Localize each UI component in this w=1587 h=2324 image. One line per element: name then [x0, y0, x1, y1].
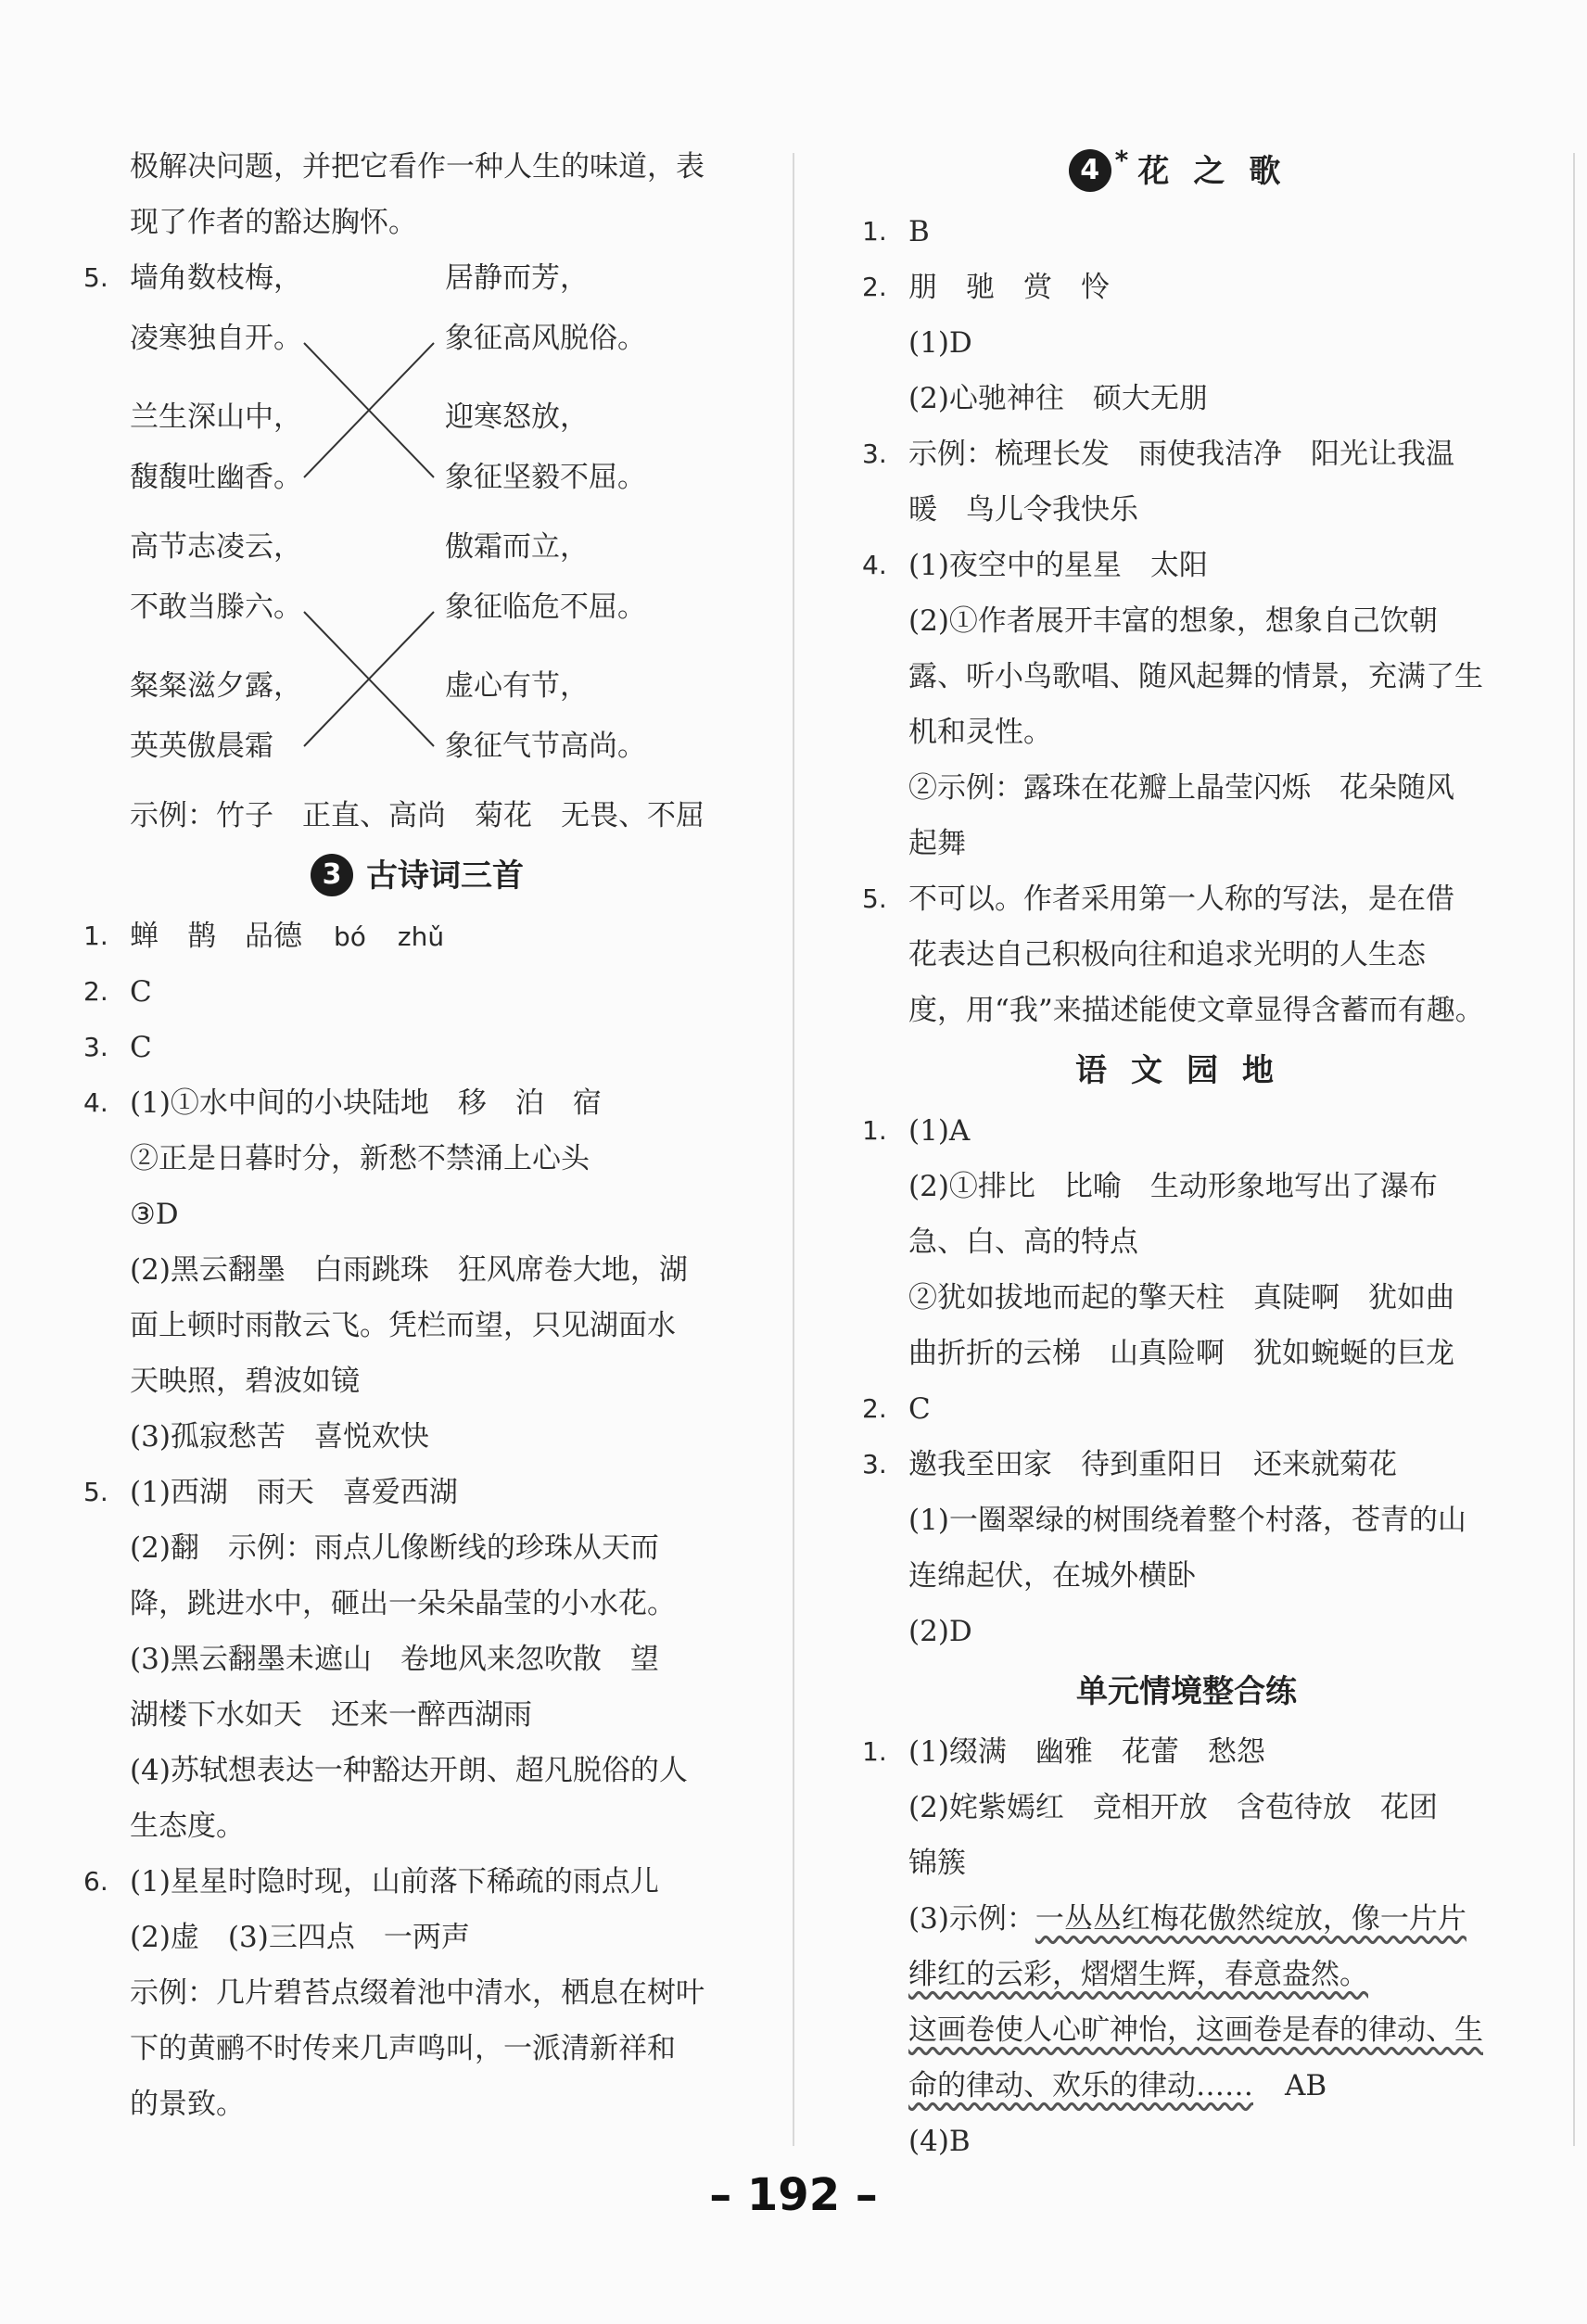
text-line: 示例：几片碧苔点缀着池中清水，栖息在树叶	[130, 1976, 705, 2010]
text-line: 曲折折的云梯 山真险啊 犹如蜿蜒的巨龙	[908, 1337, 1454, 1370]
answer-text: (1)①水中间的小块陆地 移 泊 宿	[130, 1086, 602, 1120]
answer-line	[862, 426, 1511, 482]
answer-line	[862, 1103, 1511, 1159]
question-number: 6.	[83, 1866, 108, 1897]
meaning-line: 象征气节高尚。	[445, 730, 646, 763]
answer-text: C	[130, 975, 152, 1009]
section-title: 语文园地	[1075, 1052, 1298, 1089]
meaning-line: 象征高风脱俗。	[445, 322, 646, 355]
answer-text: 不可以。作者采用第一人称的写法，是在借	[908, 883, 1454, 916]
question-number: 5.	[83, 262, 108, 293]
section-number-badge: 3	[311, 854, 353, 896]
matching-exercise-2	[83, 519, 751, 788]
question-number: 1.	[862, 216, 887, 247]
answer-line	[862, 204, 1511, 260]
question-number: 3.	[862, 438, 887, 469]
section-title: 古诗词三首	[366, 857, 524, 895]
question-number: 1.	[862, 1115, 887, 1146]
text-fragment: AB	[1285, 2069, 1327, 2102]
text-line: 极解决问题，并把它看作一种人生的味道，表	[130, 150, 705, 184]
poem-line: 不敢当滕六。	[130, 591, 302, 624]
answer-line	[83, 1075, 751, 1131]
answer-text: 朋 驰 赏 怜	[908, 271, 1110, 304]
answer-text: 蝉 鹊 品德	[130, 920, 302, 953]
text-line: 示例：竹子 正直、高尚 菊花 无畏、不屈	[130, 799, 705, 832]
text-line: ②正是日暮时分，新愁不禁涌上心头	[130, 1142, 590, 1175]
question-number: 3.	[83, 1032, 108, 1062]
question-number: 1.	[862, 1736, 887, 1767]
question-number: 4.	[862, 550, 887, 580]
text-line: 的景致。	[130, 2088, 245, 2121]
text-line	[862, 1947, 1511, 2002]
poem-line: 英英傲晨霜	[130, 730, 273, 763]
poem-line: 墙角数枝梅，	[130, 261, 302, 295]
text-line: (4)B	[908, 2125, 971, 2158]
underlined-text: 命的律动、欢乐的律动……	[908, 2069, 1253, 2102]
pinyin: bó	[334, 921, 366, 952]
column-divider	[793, 153, 794, 2146]
text-fragment: (3)示例：	[908, 1902, 1035, 1936]
question-number: 3.	[862, 1449, 887, 1479]
text-line: ③D	[130, 1198, 179, 1231]
answer-text: (1)A	[908, 1114, 971, 1148]
text-line: (1)D	[908, 326, 972, 360]
text-line: 现了作者的豁达胸怀。	[130, 206, 417, 239]
text-line: (2)虚 (3)三四点 一两声	[130, 1921, 470, 1954]
answer-text: B	[908, 215, 930, 248]
right-edge-line	[1573, 153, 1575, 2146]
answer-text: (1)星星时隐时现，山前落下稀疏的雨点儿	[130, 1865, 659, 1899]
underlined-text: 绯红的云彩，熠熠生辉，春意盎然。	[908, 1958, 1368, 1991]
answer-text: C	[908, 1392, 931, 1426]
matching-lines	[83, 519, 751, 788]
text-line: 花表达自己积极向往和追求光明的人生态	[908, 938, 1426, 972]
answer-text: (1)缀满 幽雅 花蕾 愁怨	[908, 1735, 1265, 1769]
text-line: (3)孤寂愁苦 喜悦欢快	[130, 1420, 429, 1454]
text-line: ②犹如拔地而起的擎天柱 真陡啊 犹如曲	[908, 1281, 1454, 1314]
text-line: (2)D	[908, 1615, 972, 1648]
meaning-line: 傲霜而立，	[445, 530, 589, 564]
answer-line	[862, 871, 1511, 927]
question-number: 2.	[83, 976, 108, 1007]
poem-line: 馥馥吐幽香。	[130, 461, 302, 494]
text-line: 湖楼下水如天 还来一醉西湖雨	[130, 1698, 532, 1732]
answer-text: 示例：梳理长发 雨使我洁净 阳光让我温	[908, 438, 1454, 471]
star-mark: *	[1114, 145, 1129, 175]
answer-text: 邀我至田家 待到重阳日 还来就菊花	[908, 1448, 1397, 1481]
question-number: 2.	[862, 272, 887, 302]
answer-line	[862, 538, 1511, 593]
text-line: 度，用“我”来描述能使文章显得含蓄而有趣。	[908, 994, 1484, 1027]
text-line: 露、听小鸟歌唱、随风起舞的情景，充满了生	[908, 660, 1483, 693]
text-line: 生态度。	[130, 1810, 245, 1843]
answer-line	[862, 1381, 1511, 1437]
text-line: (2)翻 示例：雨点儿像断线的珍珠从天而	[130, 1531, 659, 1565]
text-line: (2)心驰神往 硕大无朋	[908, 382, 1208, 415]
section-heading-3	[83, 844, 751, 908]
underlined-text: 这画卷使人心旷神怡，这画卷是春的律动、生	[908, 2013, 1483, 2047]
text-line	[862, 2002, 1511, 2058]
answer-line	[862, 1437, 1511, 1492]
text-line: (1)一圈翠绿的树围绕着整个村落，苍青的山	[908, 1504, 1466, 1537]
section-heading-yuwen-yuandi	[862, 1038, 1511, 1103]
section-number-badge: 4	[1069, 149, 1111, 192]
pinyin: zhǔ	[397, 921, 445, 952]
matching-exercise-1	[83, 250, 751, 519]
section-title: 花之歌	[1137, 153, 1305, 190]
text-line: 急、白、高的特点	[908, 1225, 1138, 1259]
text-line: (2)姹紫嫣红 竞相开放 含苞待放 花团	[908, 1791, 1438, 1824]
text-line: 降，跳进水中，砸出一朵朵晶莹的小水花。	[130, 1587, 676, 1620]
text-line: ②示例：露珠在花瓣上晶莹闪烁 花朵随风	[908, 771, 1454, 805]
right-column	[862, 139, 1511, 2169]
page-number: – 192 –	[709, 2169, 878, 2221]
answer-text: C	[130, 1031, 152, 1064]
text-line: 起舞	[908, 827, 966, 860]
meaning-line: 象征临危不屈。	[445, 591, 646, 624]
question-number: 1.	[83, 921, 108, 951]
answer-text: (1)夜空中的星星 太阳	[908, 549, 1208, 582]
meaning-line: 象征坚毅不屈。	[445, 461, 646, 494]
text-line: (4)苏轼想表达一种豁达开朗、超凡脱俗的人	[130, 1754, 688, 1787]
answer-line	[862, 260, 1511, 315]
answer-line	[83, 908, 751, 964]
text-line	[862, 1891, 1511, 1947]
text-line: (3)黑云翻墨未遮山 卷地风来忽吹散 望	[130, 1643, 659, 1676]
meaning-line: 虚心有节，	[445, 669, 589, 703]
section-title: 单元情境整合练	[1076, 1673, 1297, 1710]
left-column	[83, 139, 751, 2132]
text-line: 下的黄鹂不时传来几声鸣叫，一派清新祥和	[130, 2032, 676, 2065]
section-heading-4	[862, 139, 1511, 204]
answer-line	[862, 1724, 1511, 1780]
text-line: 面上顿时雨散云飞。凭栏而望，只见湖面水	[130, 1309, 676, 1342]
text-line: 天映照，碧波如镜	[130, 1365, 360, 1398]
section-heading-unit-practice	[862, 1659, 1511, 1724]
text-line: 连绵起伏，在城外横卧	[908, 1559, 1196, 1593]
text-line	[862, 2058, 1511, 2114]
text-line: (2)黑云翻墨 白雨跳珠 狂风席卷大地，湖	[130, 1253, 688, 1287]
question-number: 2.	[862, 1393, 887, 1424]
poem-line: 高节志凌云，	[130, 530, 302, 564]
question-number: 5.	[83, 1477, 108, 1507]
answer-line	[83, 964, 751, 1020]
answer-text: (1)西湖 雨天 喜爱西湖	[130, 1476, 458, 1509]
answer-line	[83, 1854, 751, 1910]
matching-lines	[83, 250, 751, 519]
text-line: 暖 鸟儿令我快乐	[908, 493, 1138, 527]
question-number: 4.	[83, 1087, 108, 1118]
answer-line	[83, 1465, 751, 1520]
text-line: (2)①排比 比喻 生动形象地写出了瀑布	[908, 1170, 1438, 1203]
text-line: 锦簇	[908, 1847, 966, 1880]
text-line: 机和灵性。	[908, 716, 1052, 749]
underlined-text: 一丛丛红梅花傲然绽放，像一片片	[1035, 1902, 1466, 1936]
question-number: 5.	[862, 883, 887, 914]
meaning-line: 居静而芳，	[445, 261, 589, 295]
meaning-line: 迎寒怒放，	[445, 400, 589, 434]
poem-line: 兰生深山中，	[130, 400, 302, 434]
answer-line	[83, 1020, 751, 1075]
poem-line: 粲粲滋夕露，	[130, 669, 302, 703]
poem-line: 凌寒独自开。	[130, 322, 302, 355]
text-line: (2)①作者展开丰富的想象，想象自己饮朝	[908, 604, 1438, 638]
